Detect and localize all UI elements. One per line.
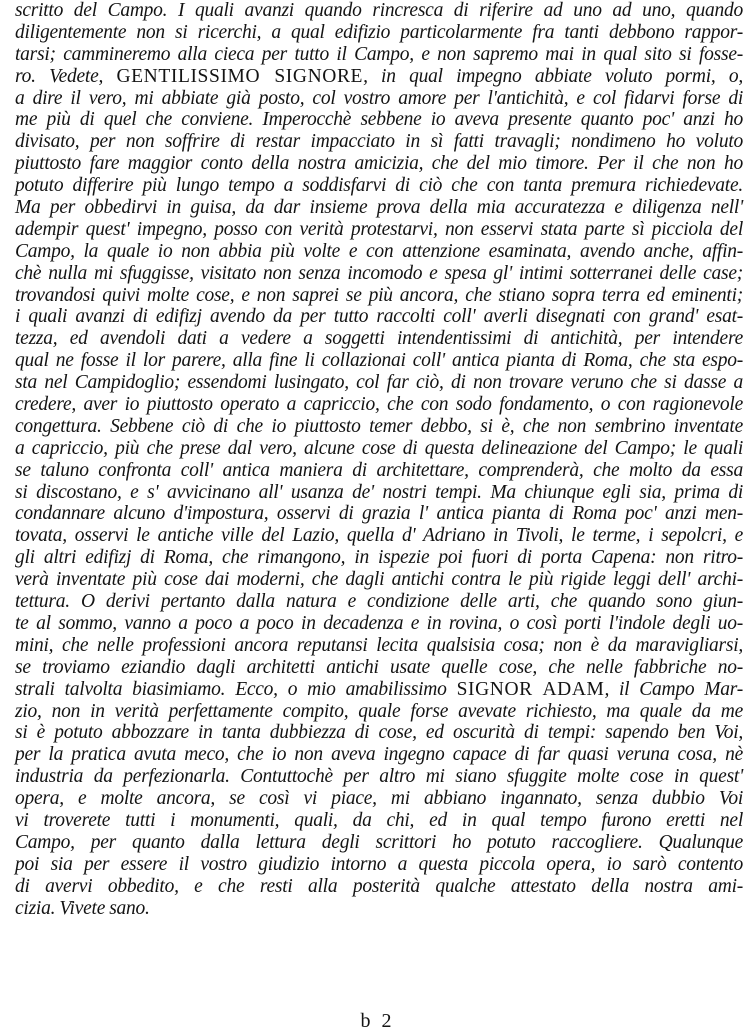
text-segment: per la pratica avuta meco, che io non aveva ingegno capace di far quasi veruna cosa, nè [15,744,743,766]
text-line [15,657,743,679]
text-line [15,109,743,131]
text-segment: credere, aver io piuttosto operato a capriccio, che con sodo fondamento, o con ragionevole [15,394,743,416]
page-signature: b 2 [360,1010,395,1032]
text-segment: me più di quel che conviene. Imperocchè sebbene io aveva presente quanto poc' anzi ho [15,109,743,131]
text-line [15,701,743,723]
text-segment: trovandosi quivi molte cose, e non saprei se più ancora, che stiano sopra terra ed eminenti; [15,284,743,306]
text-segment: piuttosto fare maggior conto della nostra amicizia, che del mio timore. Per il che non ho [15,153,743,175]
text-line [15,766,743,788]
text-segment: Campo, la quale io non abbia più volte e con attenzione esaminata, avendo anche, affin- [15,240,743,262]
text-segment: verà inventate più cose dai moderni, che dagli antichi contra le più rigide leggi dell' archi- [15,569,743,591]
text-segment: adempir quest' impegno, posso con verità protestarvi, non esservi stata parte sì picciola del [15,218,743,240]
text-segment: Campo, per quanto dalla lettura degli scrittori ho potuto raccogliere. Qualunque [15,831,743,853]
text-line [15,88,743,110]
text-segment: gli altri edifizj di Roma, che rimangono, in ispezie poi fuori di porta Capena: non ritro- [15,547,743,569]
addressee-name: SIGNOR ADAM [456,678,605,700]
text-line [15,460,743,482]
text-segment: te al sommo, vanno a poco a poco in decadenza e in rovina, o così porti l'indole degli uo- [15,612,743,634]
text-line [15,788,743,810]
text-line [15,263,743,285]
text-segment: poi sia per essere il vostro giudizio intorno a questa piccola opera, io sarò contento [15,853,743,875]
text-segment: tezza, ed avendoli dati a vedere a soggetti intendentissimi di antichità, per intendere [15,328,743,350]
text-segment: i quali avanzi di edifizj avendo da per tutto raccolti coll' averli disegnati con grand' esat- [15,306,743,328]
text-line [15,394,743,416]
text-line [15,810,743,832]
text-segment: si è potuto abbozzare in tanta dubbiezza di cose, ed oscurità di tempi: sapendo ben Voi, [15,722,743,744]
text-segment: Ma per obbedirvi in guisa, da dar insieme prova della mia accuratezza e diligenza nell' [15,197,743,219]
text-segment: divisato, per non soffrire di restar impacciato in sì fatti travagli; nondimeno ho voluto [15,131,743,153]
text-line [15,285,743,307]
text-segment: tettura. O derivi pertanto dalla natura e condizione delle arti, che quando sono giun- [15,591,743,613]
text-segment: congettura. Sebbene ciò di che io piuttosto temer debbo, si è, che non sembrino inventate [15,415,743,437]
text-line [15,876,743,898]
text-segment: , in qual impegno abbiate voluto pormi, o, [363,65,744,87]
text-line [15,306,743,328]
text-segment: diligentemente non si ricerchi, a qual edifizio particolarmente fra tanti debbono rappor- [15,21,743,43]
text-line [15,438,743,460]
text-segment: a capriccio, più che prese dal vero, alcune cose di questa delineazione del Campo; le quali [15,437,743,459]
text-line [15,350,743,372]
text-line [15,613,743,635]
letter-body-text [15,0,743,919]
text-segment: se troviamo eziandio dagli architetti antichi usate quelle cose, che nelle fabbriche no- [15,656,743,678]
text-line [15,0,743,22]
text-line [15,854,743,876]
text-line [15,372,743,394]
text-line [15,547,743,569]
text-segment: chè nulla mi sfuggisse, visitato non senza incomodo e spesa gl' intimi sotterranei delle case; [15,262,743,284]
text-line [15,131,743,153]
text-line [15,635,743,657]
text-line [15,66,743,88]
text-segment: qual ne fosse il lor parere, alla fine li collazionai coll' antica pianta di Roma, che sta espo- [15,350,743,372]
text-segment: industria da perfezionarla. Contuttochè per altro mi siano sfuggite molte cose in quest' [15,766,743,788]
text-line [15,153,743,175]
text-line [15,44,743,66]
text-segment: scritto del Campo. I quali avanzi quando rincresca di riferire ad uno ad uno, quando [15,0,743,21]
text-segment: a dire il vero, mi abbiate già posto, col vostro amore per l'antichità, e col fidarvi forse di [15,87,743,109]
text-segment: condannare alcuno d'impostura, osservi di grazia l' antica pianta di Roma poc' anzi men- [15,503,743,525]
text-segment: opera, e molte ancora, se così vi piace, mi abbiano ingannato, senza dubbio Voi [15,788,743,810]
text-line [15,197,743,219]
text-segment: zio, non in verità perfettamente compito, quale forse avevate richiesto, ma quale da me [15,700,743,722]
text-line [15,898,743,920]
text-line [15,569,743,591]
text-segment: tovata, osservi le antiche ville del Lazio, quella d' Adriano in Tivoli, le terme, i sepolcri, e [15,525,743,547]
text-line [15,591,743,613]
text-line [15,416,743,438]
text-segment: potuto differire più lungo tempo a soddisfarvi di ciò che con tanta premura richiedevate. [15,175,743,197]
text-line [15,525,743,547]
text-segment: se taluno confronta coll' antica maniera di architettare, comprenderà, che molto da essa [15,459,743,481]
text-line [15,679,743,701]
text-segment: di avervi obbedito, e che resti alla posterità qualche attestato della nostra ami- [15,875,743,897]
text-segment: vi troverete tutti i monumenti, quali, da chi, ed in qual tempo furono eretti nel [15,809,743,831]
text-segment: ro. Vedete, [15,65,117,87]
text-segment: cizia. Vivete sano. [15,897,150,919]
text-line [15,219,743,241]
text-line [15,482,743,504]
text-segment: tarsi; cammineremo alla cieca per tutto il Campo, e non sapremo mai in qual sito si fosse- [15,43,743,65]
text-line [15,328,743,350]
text-line [15,22,743,44]
text-line [15,175,743,197]
text-segment: , il Campo Mar- [604,678,743,700]
text-segment: mini, che nelle professioni ancora reputansi lecita qualsisia cosa; non è da maravigliarsi, [15,634,743,656]
addressee-name: GENTILISSIMO SIGNORE [116,65,364,87]
text-line [15,722,743,744]
text-line [15,832,743,854]
text-line [15,503,743,525]
text-segment: sta nel Campidoglio; essendomi lusingato, col far ciò, di non trovare veruno che si dasse a [15,372,743,394]
text-segment: strali talvolta biasimiamo. Ecco, o mio amabilissimo [15,678,457,700]
text-line [15,241,743,263]
text-segment: si discostano, e s' avvicinano all' usanza de' nostri tempi. Ma chiunque egli sia, prima di [15,481,743,503]
text-line [15,744,743,766]
